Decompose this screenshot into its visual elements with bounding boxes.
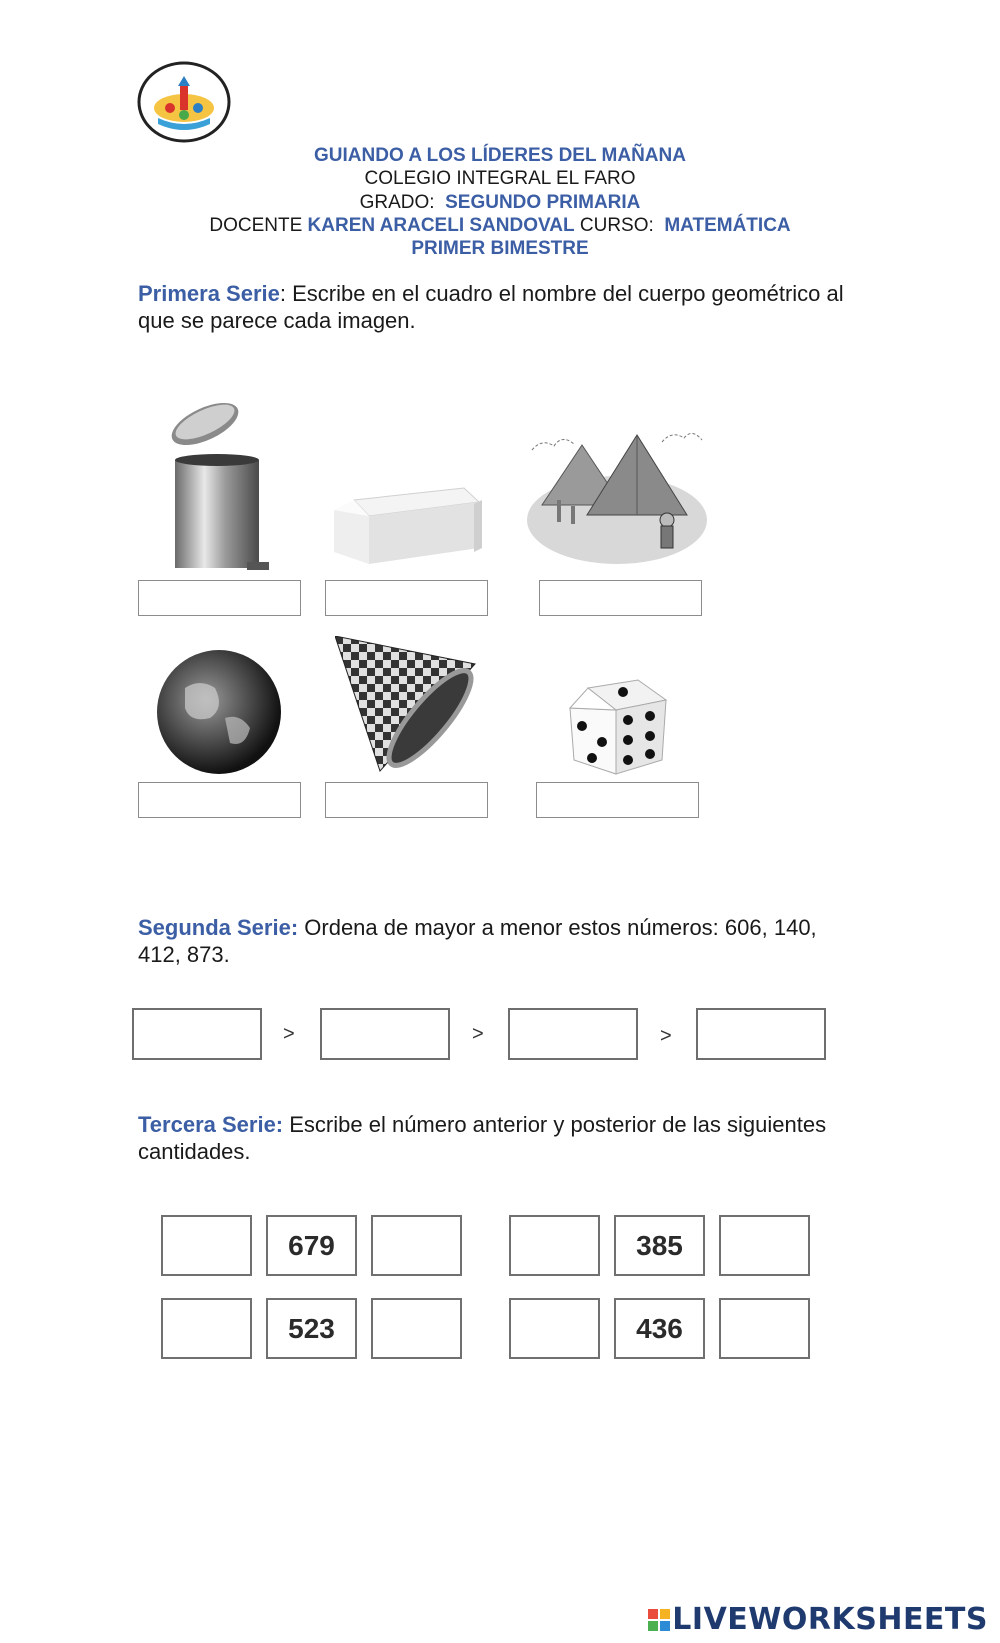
school-logo xyxy=(136,60,232,144)
teacher-value: KAREN ARACELI SANDOVAL xyxy=(307,215,575,236)
trash-can-image xyxy=(165,402,275,574)
answer-box-pyramids[interactable] xyxy=(539,580,702,616)
motto: GUIANDO A LOS LÍDERES DEL MAÑANA xyxy=(314,145,686,166)
serie1-instruction xyxy=(138,280,858,334)
course-value: MATEMÁTICA xyxy=(664,215,791,236)
period: PRIMER BIMESTRE xyxy=(411,238,589,259)
order-box-1[interactable] xyxy=(132,1008,262,1060)
dice-image xyxy=(568,678,668,776)
number-385: 385 xyxy=(614,1215,705,1276)
order-box-4[interactable] xyxy=(696,1008,826,1060)
before-box-436[interactable] xyxy=(509,1298,600,1359)
earth-globe-image xyxy=(155,648,283,776)
order-box-2[interactable] xyxy=(320,1008,450,1060)
answer-box-trash-can[interactable] xyxy=(138,580,301,616)
liveworksheets-text: LIVEWORKSHEETS xyxy=(672,1602,988,1637)
serie2-text: Ordena de mayor a menor estos números: 606, 140, 412, 873. xyxy=(138,915,817,967)
liveworksheets-icon xyxy=(648,1604,670,1626)
liveworksheets-logo[interactable] xyxy=(648,1602,988,1637)
serie2-instruction xyxy=(138,914,858,968)
white-box-image xyxy=(334,480,484,580)
grade-value: SEGUNDO PRIMARIA xyxy=(445,192,641,213)
greater-than-2: > xyxy=(472,1023,484,1045)
order-box-3[interactable] xyxy=(508,1008,638,1060)
number-436: 436 xyxy=(614,1298,705,1359)
serie1-text: : Escribe en el cuadro el nombre del cuerpo geométrico al que se parece cada imagen. xyxy=(138,281,844,333)
answer-box-white-box[interactable] xyxy=(325,580,488,616)
serie2-title: Segunda Serie: xyxy=(138,915,299,940)
teacher-label: DOCENTE xyxy=(209,215,303,236)
party-hat-image xyxy=(335,636,480,776)
grade-line xyxy=(0,191,1000,215)
answer-box-party-hat[interactable] xyxy=(325,782,488,818)
after-box-679[interactable] xyxy=(371,1215,462,1276)
before-box-523[interactable] xyxy=(161,1298,252,1359)
before-box-679[interactable] xyxy=(161,1215,252,1276)
course-label: CURSO: xyxy=(579,215,654,236)
after-box-523[interactable] xyxy=(371,1298,462,1359)
before-box-385[interactable] xyxy=(509,1215,600,1276)
serie3-instruction xyxy=(138,1111,858,1165)
greater-than-1: > xyxy=(283,1023,295,1045)
serie3-title: Tercera Serie: xyxy=(138,1112,284,1137)
serie3-text: Escribe el número anterior y posterior de las siguientes cantidades. xyxy=(138,1112,827,1164)
greater-than-3: > xyxy=(660,1025,672,1047)
answer-box-globe[interactable] xyxy=(138,782,301,818)
pyramids-image xyxy=(527,420,707,570)
grade-label: GRADO: xyxy=(359,192,435,213)
serie1-title: Primera Serie xyxy=(138,281,280,306)
number-679: 679 xyxy=(266,1215,357,1276)
after-box-436[interactable] xyxy=(719,1298,810,1359)
after-box-385[interactable] xyxy=(719,1215,810,1276)
answer-box-dice[interactable] xyxy=(536,782,699,818)
number-523: 523 xyxy=(266,1298,357,1359)
teacher-line xyxy=(0,214,1000,238)
school-name: COLEGIO INTEGRAL EL FARO xyxy=(364,168,636,189)
